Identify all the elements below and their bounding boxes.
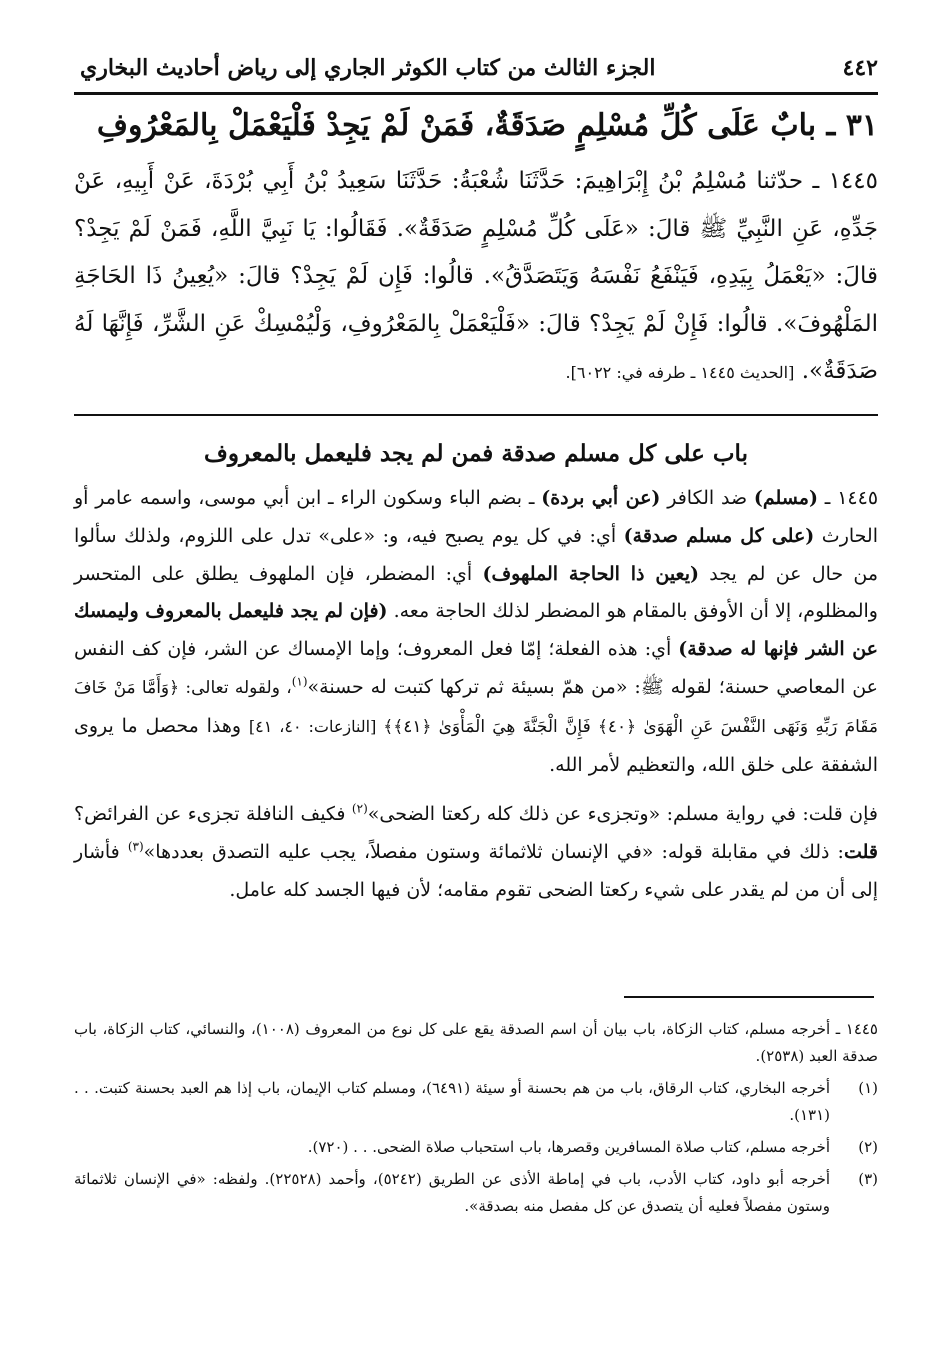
- explanation-text: فأشار إلى أن من لم يقدر على شيء ركعتا الضحى تقوم مقامه؛ لأن فيها الجسد كله عامل.: [74, 841, 878, 901]
- quoted-term: (مسلم): [753, 487, 818, 509]
- quoted-term: (يعين ذا الحاجة الملهوف): [482, 562, 699, 585]
- commentary-title: باب على كل مسلم صدقة فمن لم يجد فليعمل بالمعروف: [204, 440, 748, 467]
- footnote-marker[interactable]: (٣): [127, 839, 144, 854]
- footnote-text: أخرجه أبو داود، كتاب الأدب، باب في إماطة الأذى عن الطريق (٥٢٤٢)، وأحمد (٢٢٥٢٨). ولفظه: «في الإنسان ثلاثمائة وستون مفصلاً فعليه أن يتصدق عن كل مفصل منه بصدقة».: [74, 1170, 831, 1215]
- explanation-text: ضد الكافر: [660, 487, 754, 509]
- footnote-number: (١): [858, 1079, 878, 1097]
- running-title: الجزء الثالث من كتاب الكوثر الجاري إلى رياض أحاديث البخاري: [80, 55, 656, 81]
- hadith-reference: [الحديث ١٤٤٥ ـ طرفه في: ٦٠٢٢].: [565, 363, 795, 382]
- section-divider: [74, 414, 878, 416]
- verse-reference: [النازعات: ٤٠، ٤١]: [248, 716, 384, 736]
- quoted-term: قلت: [843, 841, 878, 864]
- running-header: [80, 48, 878, 88]
- page-number: ٤٤٢: [842, 55, 878, 81]
- explanation-text: ـ بضم الباء وسكون الراء ـ ابن أبي موسى، واسمه عامر أو الحارث: [74, 487, 878, 547]
- footnote-marker[interactable]: (١): [291, 674, 308, 689]
- commentary-paragraph-2: [74, 796, 878, 909]
- footnote-number: (٢): [858, 1138, 878, 1156]
- quran-verse: ، ولقوله تعالى: ﴿وَأَمَّا مَنْ خَافَ مَقَامَ رَبِّهِ وَنَهَى النَّفْسَ عَنِ الْهَوَىٰ ﴿٤٠﴾ فَإِنَّ الْجَنَّةَ هِيَ الْمَأْوَىٰ ﴿٤١﴾﴾: [74, 677, 878, 737]
- quoted-term: (عن أبي بردة): [541, 487, 661, 509]
- hadith-number: ١٤٤٥ ـ: [817, 487, 879, 509]
- footnote-1: [74, 1075, 878, 1129]
- header-rule: [74, 92, 878, 95]
- hadith-text: [74, 158, 878, 397]
- footnote-2: [74, 1134, 878, 1161]
- footnote-3: [74, 1166, 878, 1220]
- explanation-text: وهذا محصل ما يروى الشفقة على خلق الله، والتعظيم لأمر الله.: [74, 714, 878, 776]
- explanation-text: أي: في كل يوم يصبح فيه، و: «على» تدل على اللزوم، ولذلك سألوا من حال عن لم يجد: [74, 524, 879, 585]
- footnote-text: أخرجه مسلم، كتاب صلاة المسافرين وقصرها، باب استحباب صلاة الضحى. . . (٧٢٠).: [307, 1138, 830, 1156]
- commentary-body: [74, 480, 878, 910]
- footnote-text: أخرجه البخاري، كتاب الرقاق، باب من هم بحسنة أو سيئة (٦٤٩١)، ومسلم كتاب الإيمان، باب إذا هم العبد بحسنة كتبت. . . (١٣١).: [74, 1079, 830, 1124]
- footnote-rule: [624, 996, 874, 998]
- footnotes: [74, 1016, 878, 1225]
- footnote-hadith: ١٤٤٥ ـ أخرجه مسلم، كتاب الزكاة، باب بيان أن اسم الصدقة يقع على كل نوع من المعروف (١٠٠٨)، والنسائي، كتاب الزكاة، باب صدقة العبد (٢٥٣٨).: [74, 1020, 878, 1065]
- explanation-text: فإن قلت: في رواية مسلم: «وتجزىء عن ذلك كله ركعتا الضحى»: [367, 803, 879, 826]
- footnote-marker[interactable]: (٢): [351, 802, 368, 817]
- explanation-text: : ذلك في مقابلة قوله: «في الإنسان ثلاثمائة وستون مفصلاً، يجب عليه التصدق بعددها»: [143, 841, 844, 864]
- explanation-text: فكيف النافلة تجزىء عن الفرائض؟: [74, 803, 352, 826]
- hadith-body: ١٤٤٥ ـ حدّثنا مُسْلِمُ بْنُ إِبْرَاهِيمَ: حَدَّثَنَا شُعْبَةُ: حَدَّثَنَا سَعِيدُ بْنُ أَبِي بُرْدَةَ، عَنْ أَبِيهِ، عَنْ جَدِّهِ، عَنِ النَّبِيِّ ﷺ قالَ: «عَلَى كُلِّ مُسْلِمٍ صَدَقَةٌ». فَقَالُوا: يَا نَبِيَّ اللَّهِ، فَمَنْ لَمْ يَجِدْ؟ قالَ: «يَعْمَلُ بِيَدِهِ، فَيَنْفَعُ نَفْسَهُ وَيَتَصَدَّقُ». قالُوا: فَإِن لَمْ يَجِدْ؟ قالَ: «يُعِينُ ذَا الحَاجَةِ المَلْهُوفَ». قالُوا: فَإِنْ لَمْ يَجِدْ؟ قالَ: «فَلْيَعْمَلْ بِالمَعْرُوفِ، وَلْيُمْسِكْ عَنِ الشَّرِّ، فَإِنَّهَا لَهُ صَدَقَةٌ».: [74, 168, 878, 384]
- quoted-term: (على كل مسلم صدقة): [623, 524, 815, 547]
- quoted-term: (فإن لم يجد فليعمل بالمعروف وليمسك عن الشر فإنها له صدقة): [74, 600, 878, 661]
- chapter-title: ٣١ ـ بابٌ عَلَى كُلِّ مُسْلِمٍ صَدَقَةٌ، فَمَنْ لَمْ يَجِدْ فَلْيَعْمَلْ بِالمَعْرُوفِ: [96, 108, 878, 143]
- explanation-text: أي: المضطر، فإن الملهوف يطلق على المتحسر والمظلوم، إلا أن الأوفق بالمقام هو المضطر لذلك الحاجة معه.: [74, 562, 878, 623]
- commentary-paragraph-1: [74, 480, 878, 784]
- footnote-number: (٣): [858, 1170, 878, 1188]
- explanation-text: أي: هذه الفعلة؛ إمّا فعل المعروف؛ وإما الإمساك عن الشر، فإن كف النفس عن المعاصي حسنة؛ لقوله ﷺ: «من همّ بسيئة ثم تركها كتبت له حسنة»: [74, 638, 879, 698]
